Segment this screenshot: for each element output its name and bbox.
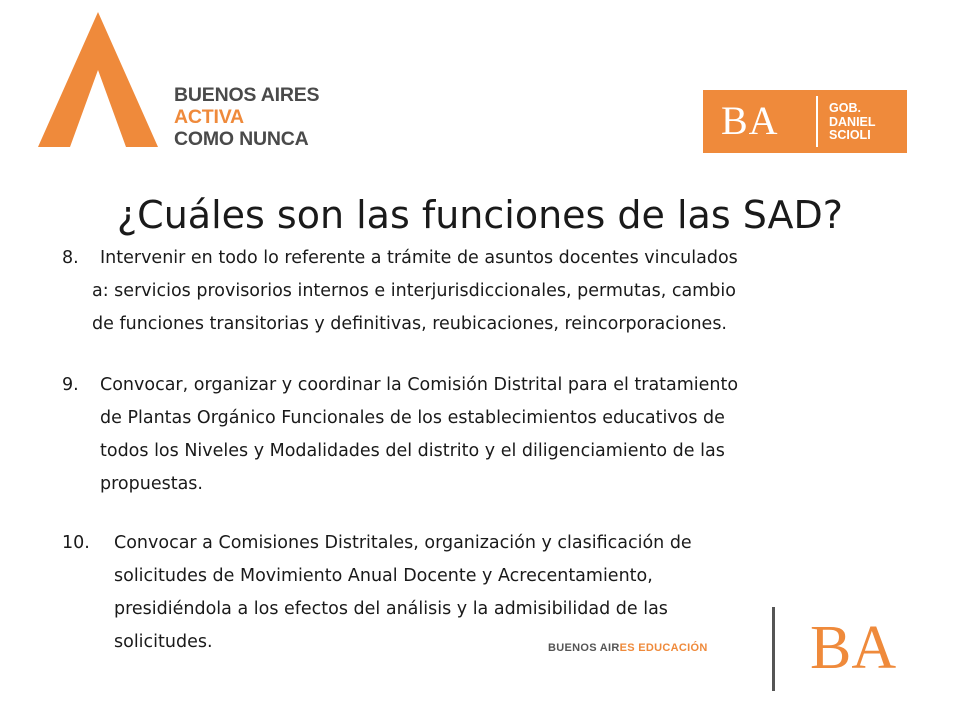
list-item-line: Intervenir en todo lo referente a trámite de asuntos docentes vinculados <box>100 248 738 268</box>
gob-text <box>829 102 876 143</box>
list-item-text <box>62 369 902 501</box>
gob-line-3: SCIOLI <box>829 128 871 142</box>
list-item-line: Convocar a Comisiones Distritales, organización y clasificación de <box>114 533 692 553</box>
list-item-line: Convocar, organizar y coordinar la Comisión Distrital para el tratamiento <box>100 375 739 395</box>
footer-divider <box>772 607 775 691</box>
list-item-number: 8. <box>62 248 79 268</box>
educacion-text <box>548 642 708 654</box>
list-item-text <box>62 242 902 341</box>
slide-title: ¿Cuáles son las funciones de las SAD? <box>117 193 843 237</box>
logo-line-3: COMO NUNCA <box>174 128 309 150</box>
list-item-line: todos los Niveles y Modalidades del distrito y el diligenciamiento de las <box>100 441 725 461</box>
list-item-line: propuestas. <box>100 474 203 494</box>
gob-line-1: GOB. <box>829 101 861 115</box>
list-item-line: presidiéndola a los efectos del análisis y la admisibilidad de las <box>114 599 668 619</box>
gob-line-2: DANIEL <box>829 114 876 129</box>
logo-divider <box>816 96 818 147</box>
triangle-a-icon <box>38 12 178 152</box>
list-item-line: de funciones transitorias y definitivas, reubicaciones, reincorporaciones. <box>92 314 727 334</box>
educacion-text-b: ES EDUCACIÓN <box>619 642 708 654</box>
footer-ba-mark: BA <box>810 614 897 682</box>
list-item <box>62 242 902 341</box>
list-item-line: a: servicios provisorios internos e interjurisdiccionales, permutas, cambio <box>92 281 736 301</box>
list-item-number: 9. <box>62 375 79 395</box>
logo-line-2: ACTIVA <box>174 106 244 128</box>
list-item-number: 10. <box>62 533 90 553</box>
list-item-line: solicitudes de Movimiento Anual Docente y Acrecentamiento, <box>114 566 653 586</box>
list-item <box>62 369 902 501</box>
logo-line-1: BUENOS AIRES <box>174 84 320 106</box>
logo-tagline <box>174 84 319 150</box>
ba-gob-scioli-logo <box>703 90 907 153</box>
ba-mark: BA <box>721 98 779 143</box>
buenos-aires-educacion-logo <box>548 605 908 695</box>
list-item-line: de Plantas Orgánico Funcionales de los establecimientos educativos de <box>100 408 725 428</box>
educacion-text-a: BUENOS AIR <box>548 642 620 654</box>
buenos-aires-activa-logo <box>38 12 328 152</box>
list-item-line: solicitudes. <box>114 632 213 652</box>
